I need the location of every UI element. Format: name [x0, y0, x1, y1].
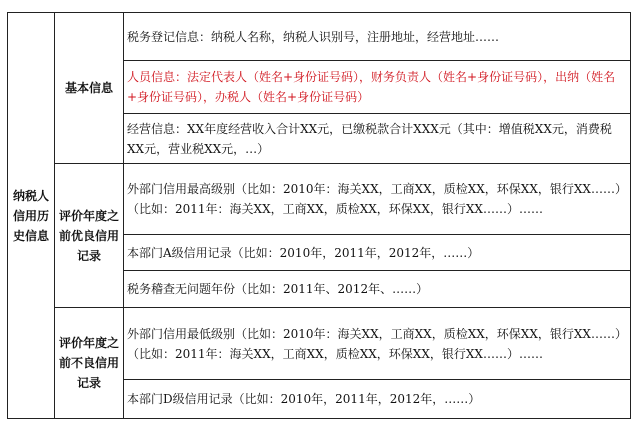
row-external-lowest: 外部门信用最低级别（比如：2010年：海关XX，工商XX，质检XX，环保XX，银行XX……）（比如：2011年：海关XX，工商XX，质检XX，环保XX，银行XX……）……	[124, 308, 631, 380]
table-row	[8, 308, 631, 380]
group-label-basic: 基本信息	[55, 13, 124, 164]
row-personnel: 人员信息：法定代表人（姓名+身份证号码），财务负责人（姓名+身份证号码），出纳（姓名+身份证号码），办税人（姓名+身份证号码）	[124, 61, 631, 114]
row-external-highest: 外部门信用最高级别（比如：2010年：海关XX，工商XX，质检XX，环保XX，银行XX……）（比如：2011年：海关XX，工商XX，质检XX，环保XX，银行XX……）……	[124, 164, 631, 235]
table-row	[8, 164, 631, 235]
group-label-bad: 评价年度之前不良信用记录	[55, 308, 124, 419]
row-business: 经营信息：XX年度经营收入合计XX元，已缴税款合计XXX元（其中：增值税XX元，消费税XX元，营业税XX元，…）	[124, 114, 631, 164]
table-row	[8, 13, 631, 61]
row-audit: 税务稽查无问题年份（比如：2011年、2012年、……）	[124, 271, 631, 308]
group-label-good: 评价年度之前优良信用记录	[55, 164, 124, 308]
row-d-level: 本部门D级信用记录（比如：2010年，2011年，2012年，……）	[124, 380, 631, 419]
row-a-level: 本部门A级信用记录（比如：2010年，2011年，2012年，……）	[124, 235, 631, 271]
category-cell: 纳税人信用历史信息	[8, 13, 55, 419]
credit-history-table	[7, 12, 631, 419]
row-tax-registration: 税务登记信息：纳税人名称，纳税人识别号，注册地址，经营地址……	[124, 13, 631, 61]
